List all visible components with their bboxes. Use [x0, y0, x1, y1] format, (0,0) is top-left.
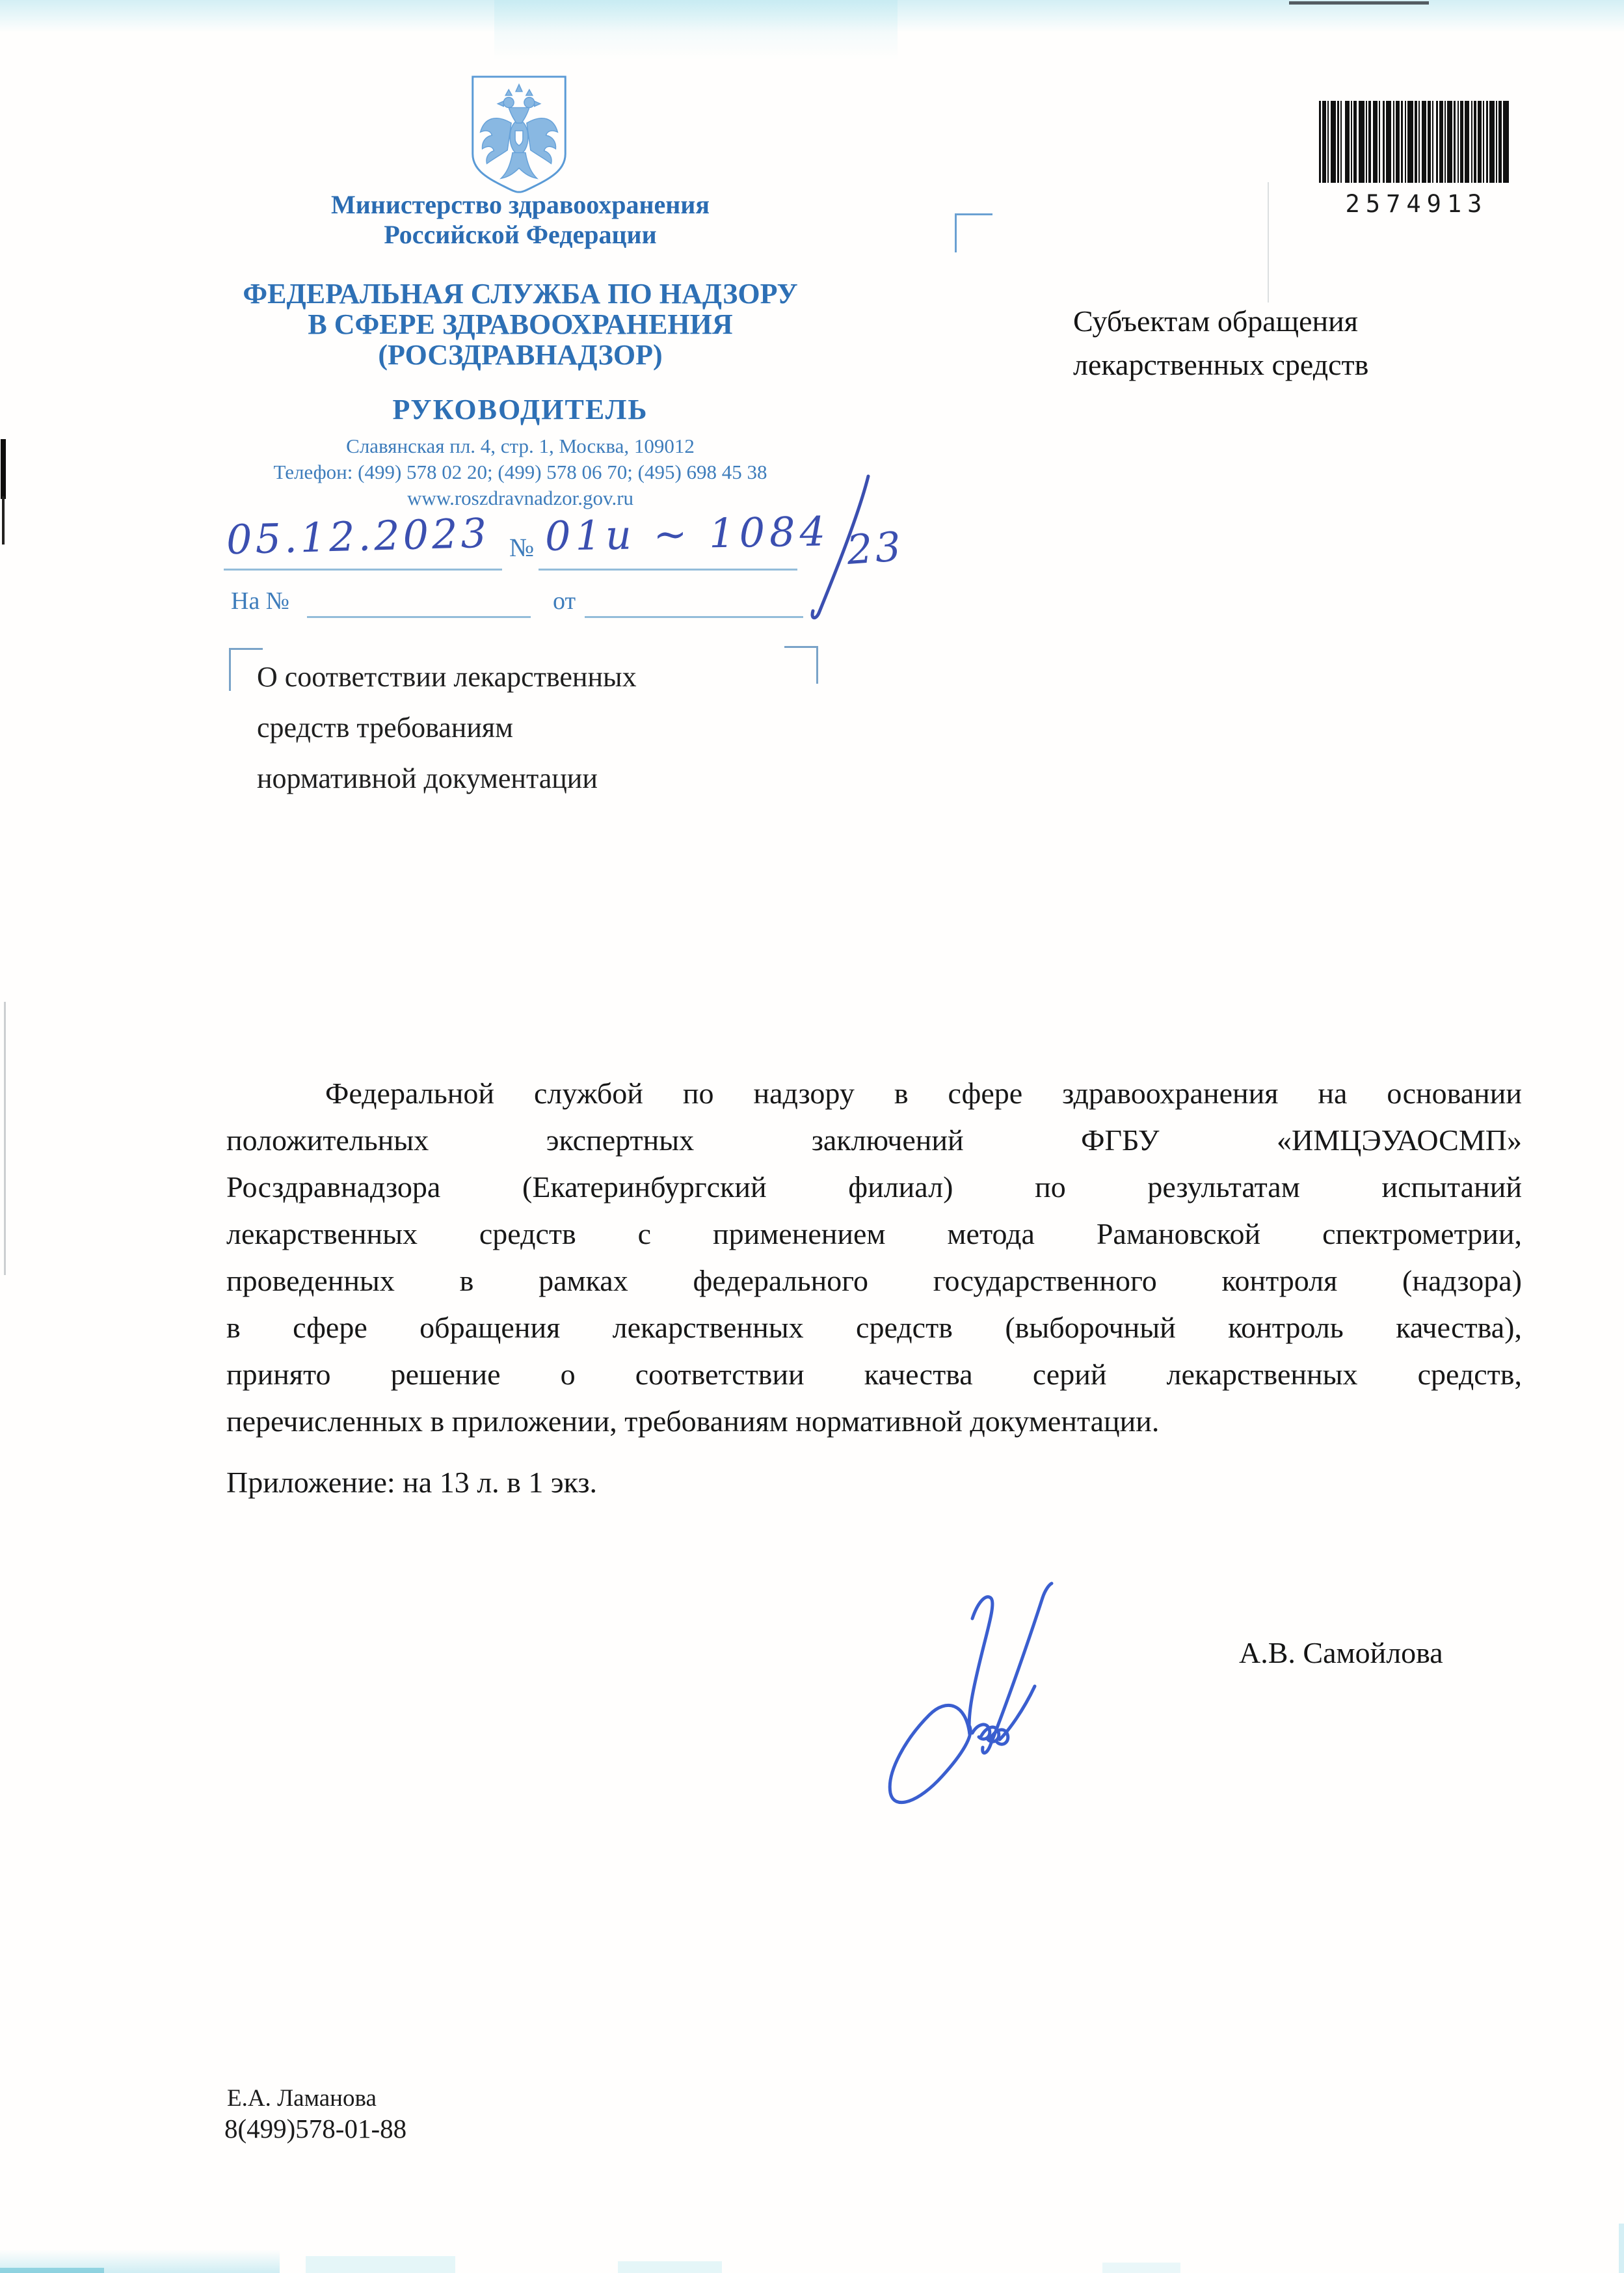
website-line: www.roszdravnadzor.gov.ru — [406, 487, 634, 509]
barcode-block — [1319, 101, 1514, 218]
body-line: перечисленных в приложении, требованиям нормативной документации. — [226, 1405, 1160, 1438]
barcode-icon — [1319, 101, 1514, 183]
body-line: проведенных в рамках федерального государственного контроля (надзора) — [226, 1264, 1522, 1297]
attachment-note: Приложение: на 13 л. в 1 экз. — [226, 1466, 598, 1499]
number-sign: № — [509, 533, 535, 562]
subject-corner-bracket-left — [229, 648, 263, 650]
reply-number-label: На № — [231, 587, 290, 615]
ministry-line-1: Министерство здравоохранения — [331, 190, 710, 219]
scan-artifact-right-sliver — [1619, 2224, 1624, 2273]
reply-date-underline — [585, 616, 803, 618]
scan-artifact-bottom-strip — [0, 2268, 104, 2273]
ministry-line-2: Российской Федерации — [384, 220, 657, 249]
executor-phone: 8(499)578-01-88 — [224, 2114, 407, 2144]
barcode-number: 2574913 — [1345, 190, 1488, 218]
subject-line-1: О соответствии лекарственных — [257, 661, 637, 693]
body-line: в сфере обращения лекарственных средств (выборочный контроль качества), — [226, 1311, 1522, 1344]
position-title: РУКОВОДИТЕЛЬ — [392, 394, 648, 425]
date-underline — [224, 569, 502, 571]
recipient-corner-bracket — [955, 213, 957, 252]
address-line: Славянская пл. 4, стр. 1, Москва, 109012 — [346, 435, 695, 457]
scan-artifact-top-right-line — [1289, 1, 1429, 5]
body-line: лекарственных средств с применением метода Рамановской спектрометрии, — [226, 1217, 1522, 1250]
service-line-3: (РОСЗДРАВНАДЗОР) — [378, 339, 663, 371]
recipient-corner-bracket — [955, 213, 992, 215]
body-line: Росздравнадзора (Екатеринбургский филиал) по результатам испытаний — [226, 1170, 1522, 1204]
service-line-2: В СФЕРЕ ЗДРАВООХРАНЕНИЯ — [308, 308, 733, 340]
subject-line-3: нормативной документации — [257, 762, 598, 794]
body-line: Федеральной службой по надзору в сфере здравоохранения на основании — [325, 1077, 1522, 1110]
reply-from-label: от — [553, 587, 576, 615]
subject-corner-bracket-left — [229, 648, 231, 691]
outgoing-number-year-handwritten: 23 — [845, 522, 905, 574]
body-line: положительных экспертных заключений ФГБУ «ИМЦЭУАОСМП» — [226, 1123, 1522, 1157]
subject-line-2: средств требованиям — [257, 712, 513, 744]
executor-name: Е.А. Ламанова — [227, 2085, 377, 2112]
subject-corner-bracket-right — [816, 646, 818, 684]
subject-block — [257, 652, 758, 804]
body-line: принято решение о соответствии качества серий лекарственных средств, — [226, 1358, 1522, 1391]
outgoing-date-handwritten: 05.12.2023 — [226, 509, 490, 564]
ministry-name — [195, 190, 845, 250]
scan-artifact-top-band-2 — [494, 0, 898, 60]
scan-artifact-smudge — [306, 2256, 455, 2273]
russia-coat-of-arms-icon — [467, 73, 571, 195]
scan-artifact-smudge — [1102, 2263, 1180, 2273]
service-line-1: ФЕДЕРАЛЬНАЯ СЛУЖБА ПО НАДЗОРУ — [243, 278, 798, 310]
service-name — [195, 278, 845, 370]
phone-line: Телефон: (499) 578 02 20; (499) 578 06 70; (495) 698 45 38 — [273, 461, 767, 483]
scan-artifact-fold-line — [1268, 182, 1269, 303]
scan-artifact-left-bar-thin — [2, 496, 5, 545]
recipient-block — [1073, 299, 1489, 386]
subject-corner-bracket-right — [784, 646, 818, 648]
outgoing-number-handwritten: 01и ~ 1084 — [544, 507, 831, 560]
scan-artifact-left-bar — [1, 439, 6, 499]
number-underline — [539, 569, 797, 571]
scan-artifact-left-grey-line — [4, 1002, 6, 1275]
recipient-line-2: лекарственных средств — [1073, 348, 1369, 381]
recipient-line-1: Субъектам обращения — [1073, 304, 1358, 338]
signer-name: А.В. Самойлова — [1239, 1636, 1443, 1669]
reply-number-underline — [307, 616, 531, 618]
handwritten-signature-icon — [875, 1540, 1154, 1820]
scan-artifact-smudge — [618, 2261, 722, 2273]
